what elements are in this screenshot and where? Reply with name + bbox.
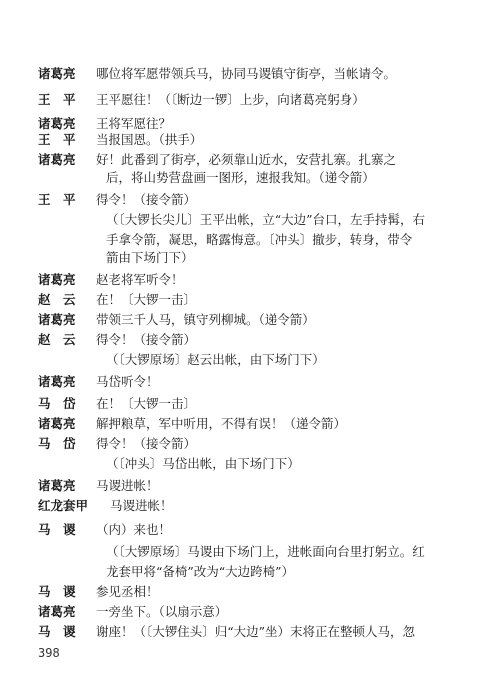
dialogue-text: 解押粮草，军中听用，不得有误！（递令箭） [96,416,347,431]
script-line [0,620,484,644]
page-number: 398 [38,646,60,660]
script-line [0,370,484,394]
dialogue-text: 得令！（接令箭） [96,332,197,347]
script-line [0,166,484,190]
dialogue-text: 马谡进帐！ [110,498,173,513]
dialogue-text: 赵老将军听令！ [96,272,184,287]
dialogue-text: 马谡进帐！ [96,478,159,493]
dialogue-text: 王平愿往！（〔断边一锣〕上步，向诸葛亮躬身） [96,92,365,107]
speaker-name: 王 平 [38,132,76,147]
stage-direction-text: （〔大锣原场〕马谡由下场门上，进帐面向台里打躬立。红 [106,544,425,559]
dialogue-text: （内）来也！ [96,522,172,537]
speaker-name: 诸葛亮 [38,604,76,619]
stage-direction-text: 后，将山势营盘画一图形，速报我知。（递令箭） [106,170,375,185]
dialogue-text: 在！〔大锣一击〕 [96,292,197,307]
dialogue-text: 好！此番到了街亭，必须靠山近水，安营扎寨。扎寨之 [96,152,397,167]
stage-direction-text: （〔冲头〕马岱出帐，由下场门下） [106,456,300,471]
stage-direction-text: 手拿令箭，凝思，略露悔意。〔冲头〕撤步，转身，带令 [106,232,413,247]
stage-direction-text: 龙套甲将“备椅”改为“大边跨椅”） [106,564,295,579]
speaker-name: 赵 云 [38,332,76,347]
dialogue-text: 在！〔大锣一击〕 [96,396,197,411]
dialogue-text: 得令！（接令箭） [96,192,197,207]
speaker-name: 赵 云 [38,292,76,307]
speaker-name: 马 岱 [38,436,76,451]
script-line [0,452,484,476]
speaker-name: 红龙套甲 [38,498,89,513]
script-line [0,88,484,112]
dialogue-text: 得令！（接令箭） [96,436,197,451]
stage-direction-text: 箭由下场门下） [106,250,194,265]
speaker-name: 王 平 [38,92,76,107]
speaker-name: 诸葛亮 [38,312,76,327]
dialogue-text: 一旁坐下。（以扇示意） [96,604,228,619]
dialogue-text: 参见丞相！ [96,584,159,599]
script-line [0,246,484,270]
script-line [0,348,484,372]
speaker-name: 诸葛亮 [38,272,76,287]
speaker-name: 马 岱 [38,396,76,411]
speaker-name: 诸葛亮 [38,374,76,389]
dialogue-text: 哪位将军愿带领兵马，协同马谡镇守街亭，当帐请令。 [96,66,397,81]
speaker-name: 马 谡 [38,584,76,599]
speaker-name: 诸葛亮 [38,416,76,431]
script-line [0,62,484,86]
dialogue-text: 当报国恩。（拱手） [96,132,203,147]
script-line [0,518,484,542]
speaker-name: 诸葛亮 [38,152,76,167]
dialogue-text: 带领三千人马，镇守列柳城。（递令箭） [96,312,315,327]
speaker-name: 马 谡 [38,624,76,639]
speaker-name: 王 平 [38,192,76,207]
stage-direction-text: （〔大锣原场〕赵云出帐，由下场门下） [106,352,325,367]
dialogue-text: 马岱听令！ [96,374,159,389]
script-line [0,494,484,518]
dialogue-text: 谢座！（〔大锣住头〕归“大边”坐）末将正在整顿人马，忽 [96,624,416,639]
dialogue-text: 王将军愿往？ [96,116,172,131]
speaker-name: 诸葛亮 [38,478,76,493]
speaker-name: 马 谡 [38,522,76,537]
speaker-name: 诸葛亮 [38,116,76,131]
stage-direction-text: （〔大锣长尖儿〕王平出帐，立“大边”台口，左手持髯，右 [106,212,426,227]
speaker-name: 诸葛亮 [38,66,76,81]
